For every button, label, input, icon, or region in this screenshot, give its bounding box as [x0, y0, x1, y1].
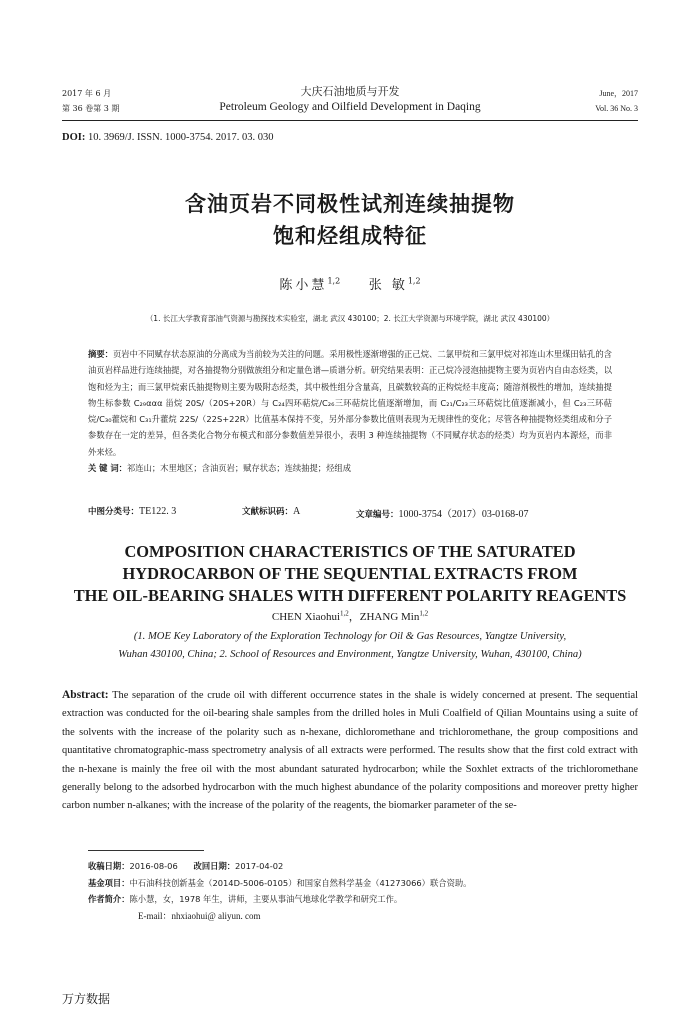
revised-label: 改回日期： — [193, 861, 236, 871]
author-bio-line — [88, 891, 471, 908]
keywords-cn — [88, 460, 612, 476]
author-en-1: CHEN Xiaohui — [271, 611, 341, 623]
author-bio-text: 陈小慧，女，1978 年生，讲师，主要从事油气地球化学教学和研究工作。 — [129, 894, 403, 904]
keywords-cn-text: 祁连山；木里地区；含油页岩；赋存状态；连续抽提；烃组成 — [126, 463, 351, 474]
paper-title-en — [0, 541, 700, 607]
abstract-cn-text: 页岩中不同赋存状态原油的分离成为当前较为关注的问题。采用极性逐渐增强的正己烷、二氯甲烷和三氯甲烷对祁连山木里煤田钻孔的含油页岩样品进行连续抽提，对各抽提物分别做族组分和定量色谱—质谱分析。研究结果表明：正己烷冷浸泡抽提物主要为页岩内自由态烃类，以饱和烃为主；而三氯甲烷索氏抽提物则主要为吸附态烃类，其中极性组分含量高，且碳数较高的正构烷烃丰度高；随溶剂极性的增加，连续抽提物生标参数 C₂₉ααα 甾烷 20S/（20S+20R）与 C₂₄四环萜烷/C₂₆三环萜烷比值逐渐增加，而 C₂₁/C₂₃三环萜烷比值逐渐减小，但 C₂₃三环萜烷/C₃₀藿烷和 C₃₁升藿烷 22S/（22S+22R）比值基本保持不变，另外部分参数比值则表现为无规律性的变化；尽管各种抽提物烃类组成和分子参数存在一定的差异，但各类化合物分布模式和部分参数值差异很小，表明 3 种连续抽提物（不同赋存状态的烃类）均为页岩内本源烃，而非外来烃。 — [88, 349, 612, 457]
journal-title-en: Petroleum Geology and Oilfield Development in Daqing — [219, 101, 481, 113]
article-number-label: 文章编号： — [356, 510, 399, 520]
authors-cn — [0, 274, 700, 293]
affiliation-en-line1: (1. MOE Key Laboratory of the Exploration Technology for Oil & Gas Resources, Yangtze University, — [133, 631, 567, 642]
abstract-en — [62, 686, 638, 816]
abstract-cn-label: 摘要： — [88, 349, 113, 359]
paper-title-en-line2: HYDROCARBON OF THE SEQUENTIAL EXTRACTS FROM — [122, 564, 578, 583]
author-en-2-affil: 1,2 — [419, 609, 429, 618]
issue-volume-cn: 第 36 卷第 3 期 — [62, 104, 120, 113]
author-email[interactable]: E-mail：nhxiaohui@ aliyun. com — [138, 910, 261, 921]
abstract-en-text: The separation of the crude oil with different occurrence states in the shale is widely concerned at present. The sequential extraction was conducted for the oil-bearing shale samples from the drilled holes in Muli Coalfield of Qilian Mountains using a suite of the solvents with the increase of the polarity such as n-hexane, dichloromethane and trichloromethane, the group compositions and quantitative chromatographic-mass spectrometry analysis of all extracts were performed. The results show that the first cold extract with the n-hexane is mainly the free oil with the most abundant saturated hydrocarbon; while the Soxhlet extracts of the trichloromethane generally belong to the adsorbed hydrocarbon with the much highest abundance of the polarity compositions and moreover pretty higher carbon number n-alkanes; with the increase of the polarity of the reagents, the biomarker parameter of the se- — [62, 690, 638, 812]
affiliation-en — [62, 628, 638, 664]
watermark-text: 万方数据 — [62, 992, 111, 1006]
paper-title-en-line1: COMPOSITION CHARACTERISTICS OF THE SATURATED — [124, 542, 576, 561]
doi-label: DOI: — [62, 132, 86, 143]
received-date: 2016-08-06 — [129, 861, 178, 871]
authors-en — [0, 608, 700, 624]
clc-label: 中图分类号： — [88, 507, 140, 517]
dates-line — [88, 858, 471, 875]
clc-number — [88, 505, 176, 517]
doi-line — [62, 132, 273, 143]
keywords-cn-label: 关 键 词： — [88, 463, 127, 474]
funding-text: 中石油科技创新基金（2014D-5006-0105）和国家自然科学基金（41273066）联合资助。 — [129, 877, 472, 888]
author-cn-1: 陈小慧 — [279, 278, 328, 293]
author-cn-2-affil: 1,2 — [407, 276, 421, 286]
clc-value: TE122. 3 — [139, 506, 177, 517]
funding-label: 基金项目： — [88, 877, 130, 888]
footnotes — [88, 858, 471, 924]
article-number-value: 1000-3754（2017）03-0168-07 — [398, 509, 529, 520]
author-en-2: ZHANG Min — [359, 611, 420, 623]
author-cn-1-affil: 1,2 — [327, 276, 341, 286]
header-right — [595, 86, 638, 116]
affiliation-cn: （1. 长江大学教育部油气资源与勘探技术实验室，湖北 武汉 430100；2. 长江大学资源与环境学院，湖北 武汉 430100） — [145, 314, 555, 323]
issue-date-en: June，2017 — [599, 89, 638, 98]
journal-title-cn: 大庆石油地质与开发 — [300, 85, 400, 98]
abstract-en-label: Abstract: — [62, 689, 109, 701]
doc-code-value: A — [293, 506, 301, 517]
received-label: 收稿日期： — [88, 861, 130, 871]
abstract-cn — [88, 346, 612, 476]
doc-code — [242, 505, 300, 517]
paper-title-en-line3: THE OIL-BEARING SHALES WITH DIFFERENT POLARITY REAGENTS — [73, 586, 627, 605]
revised-date: 2017-04-02 — [235, 861, 284, 871]
doc-code-label: 文献标识码： — [242, 507, 294, 517]
funding-line — [88, 875, 471, 892]
footnote-rule — [88, 850, 204, 851]
paper-title-cn-line2: 饱和烃组成特征 — [273, 224, 427, 248]
email-line — [88, 908, 471, 925]
issue-volume-en: Vol. 36 No. 3 — [595, 104, 638, 113]
affiliation-en-line2: Wuhan 430100, China; 2. School of Resources and Environment, Yangtze University, Wuhan, 430100, China) — [118, 649, 582, 660]
author-cn-2: 张 敏 — [368, 278, 408, 293]
header-rule — [62, 120, 638, 121]
paper-title-cn-line1: 含油页岩不同极性试剂连续抽提物 — [185, 192, 515, 216]
author-en-1-affil: 1,2 — [340, 609, 349, 618]
issue-date-cn: 2017 年 6 月 — [62, 89, 112, 98]
paper-title-cn — [0, 188, 700, 252]
doi-value[interactable]: 10. 3969/J. ISSN. 1000-3754. 2017. 03. 030 — [87, 132, 274, 143]
author-bio-label: 作者简介： — [88, 894, 130, 904]
article-number — [356, 505, 529, 520]
author-en-separator: ， — [348, 611, 360, 623]
